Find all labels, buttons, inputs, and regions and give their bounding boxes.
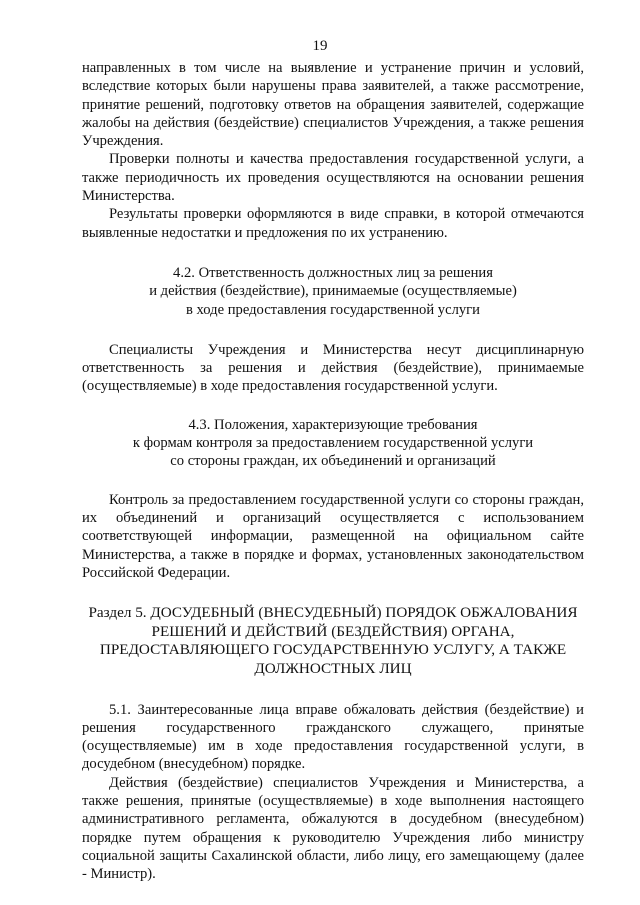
- heading-4-3: [82, 416, 584, 471]
- heading-4-3-line-1: 4.3. Положения, характеризующие требования: [188, 416, 478, 433]
- paragraph-continuation: направленных в том числе на выявление и устранение причин и условий, вследствие которых были нарушены права заявителей, а также рассмотрение, принятие решений, подготовку ответов на обращения заявителей, содержащие жалобы на действия (бездействие) специалистов Учреждения, а также решения Учреждения.: [82, 60, 584, 150]
- paragraph-inspection-results: Результаты проверки оформляются в виде справки, в которой отмечаются выявленные недостатки и предложения по их устранению.: [82, 206, 584, 241]
- paragraph-appeal-procedure: Действия (бездействие) специалистов Учреждения и Министерства, а также решения, принятые (осуществляемые) в ходе выполнения настоящего административного регламента, обжалуются в досудебном (внесудебном) порядке путем обращения к руководителю Учреждения либо министру социальной защиты Сахалинской области, либо лицу, его замещающему (далее - Министр).: [82, 774, 584, 883]
- paragraph-disciplinary-responsibility: Специалисты Учреждения и Министерства несут дисциплинарную ответственность за решения и действия (бездействие), принимаемые (осуществляемые) в ходе предоставления государственной услуги.: [82, 341, 584, 395]
- document-body: [82, 59, 584, 883]
- paragraph-5-1: 5.1. Заинтересованные лица вправе обжаловать действия (бездействие) и решения государственного гражданского служащего, принятые (осуществляемые) им в ходе предоставления государственной услуги, в досудебном (внесудебном) порядке.: [82, 701, 584, 773]
- section-5-title-line-1: Раздел 5. ДОСУДЕБНЫЙ (ВНЕСУДЕБНЫЙ) ПОРЯДОК ОБЖАЛОВАНИЯ: [88, 604, 578, 622]
- section-5-title-line-3: ПРЕДОСТАВЛЯЮЩЕГО ГОСУДАРСТВЕННУЮ УСЛУГУ, А ТАКЖЕ: [99, 641, 567, 659]
- heading-4-3-line-3: со стороны граждан, их объединений и организаций: [170, 453, 496, 470]
- section-5-title-line-4: ДОЛЖНОСТНЫХ ЛИЦ: [254, 659, 412, 677]
- heading-4-2-line-1: 4.2. Ответственность должностных лиц за решения: [173, 264, 493, 281]
- heading-4-2: [82, 264, 584, 319]
- section-5-title-line-2: РЕШЕНИЙ И ДЕЙСТВИЙ (БЕЗДЕЙСТВИЯ) ОРГАНА,: [151, 622, 515, 640]
- paragraph-inspections-periodicity: Проверки полноты и качества предоставления государственной услуги, а также периодичность их проведения осуществляются на основании решения Министерства.: [82, 151, 584, 205]
- heading-4-2-line-2: и действия (бездействие), принимаемые (осуществляемые): [149, 283, 517, 300]
- page-number: 19: [312, 38, 328, 54]
- heading-4-2-line-3: в ходе предоставления государственной услуги: [186, 301, 480, 318]
- heading-4-3-line-2: к формам контроля за предоставлением государственной услуги: [132, 435, 534, 452]
- paragraph-public-control: Контроль за предоставлением государственной услуги со стороны граждан, их объединений и организаций осуществляется с использованием соответствующей информации, размещенной на официальном сайте Министерства, а также в порядке и формах, установленных законодательством Российской Федерации.: [82, 491, 584, 581]
- section-5-title: [82, 604, 584, 678]
